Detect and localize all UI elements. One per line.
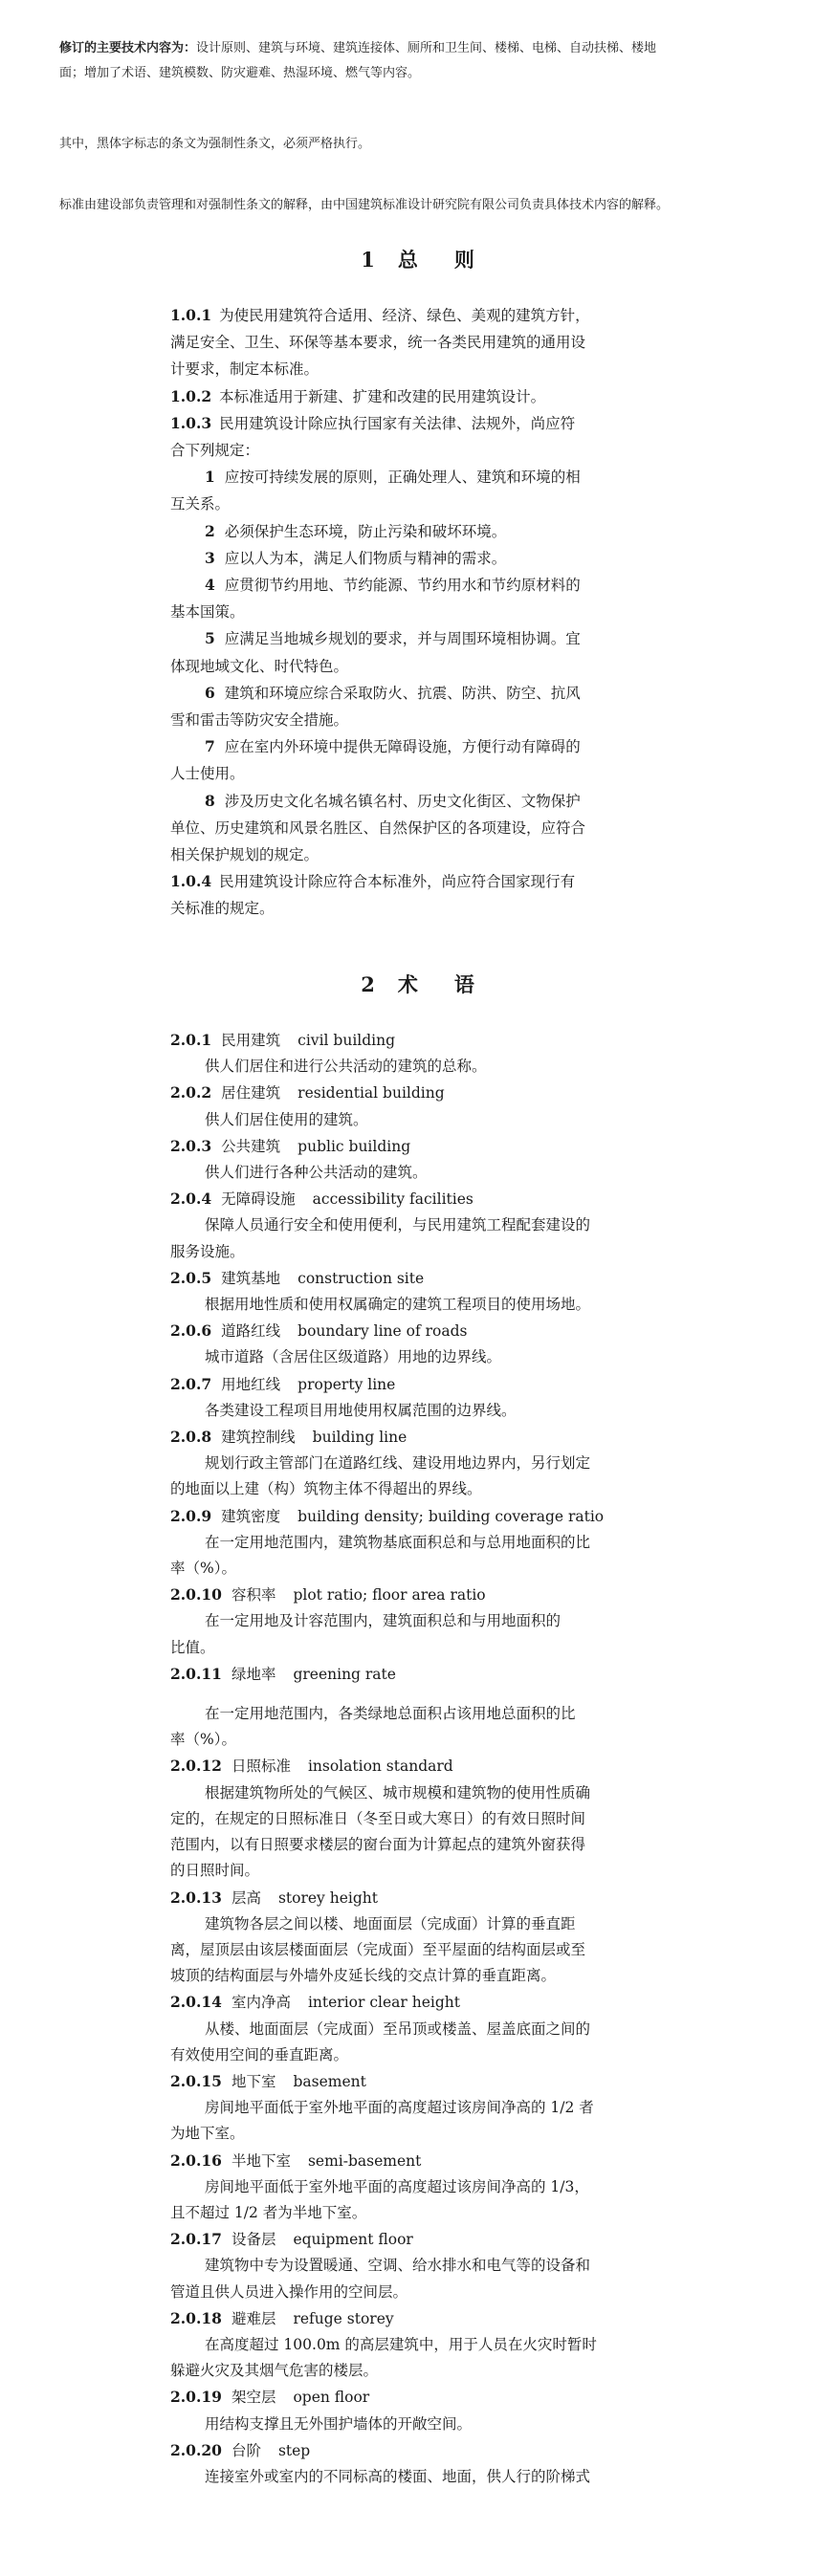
term-name: 建筑密度 xyxy=(221,1507,281,1525)
line-text: 房间地平面低于室外地平面的高度超过该房间净高的 1/2 者 xyxy=(205,2099,594,2117)
text-line xyxy=(170,895,656,922)
definition-line xyxy=(170,1292,656,1318)
clause-number: 1.0.4 xyxy=(170,872,212,891)
clause-line xyxy=(170,1885,656,1911)
chapter-2-title-second: 语 xyxy=(453,972,476,996)
line-text: 在高度超过 100.0m 的高层建筑中，用于人员在火灾时暂时 xyxy=(205,2335,597,2353)
item-line xyxy=(170,733,656,760)
line-text: 躲避火灾及其烟气危害的楼层。 xyxy=(170,2362,379,2380)
revision-text-continued: 面；增加了术语、建筑模数、防灾避难、热湿环境、燃气等内容。 xyxy=(59,66,421,80)
term-english: property line xyxy=(297,1375,396,1393)
line-text: 在一定用地及计容范围内，建筑面积总和与用地面积的 xyxy=(205,1612,562,1630)
line-text: 率（%）。 xyxy=(170,1560,236,1578)
line-text: 应以人为本，满足人们物质与精神的需求。 xyxy=(224,549,507,567)
text-line xyxy=(170,1806,656,1832)
item-number: 7 xyxy=(205,737,215,756)
clause-number: 2.0.7 xyxy=(170,1374,212,1393)
clause-number: 2.0.14 xyxy=(170,1993,222,2012)
term-name: 绿地率 xyxy=(231,1665,276,1683)
chapter-2-title-first: 术 xyxy=(397,972,420,996)
text-line xyxy=(170,1937,656,1963)
clause-line xyxy=(170,302,656,329)
clause-number: 2.0.6 xyxy=(170,1321,212,1341)
item-line xyxy=(170,464,656,491)
term-name: 用地红线 xyxy=(221,1375,281,1393)
clause-number: 2.0.19 xyxy=(170,2388,222,2407)
line-text: 率（%）。 xyxy=(170,1731,236,1749)
chapter-2-number: 2 xyxy=(361,972,377,996)
clause-line xyxy=(170,1753,656,1779)
definition-line xyxy=(170,1398,656,1424)
clause-number: 2.0.11 xyxy=(170,1664,222,1683)
text-line xyxy=(170,2042,656,2068)
clause-line xyxy=(170,1186,656,1212)
clause-number: 2.0.3 xyxy=(170,1136,212,1155)
text-line xyxy=(170,1963,656,1989)
line-text: 建筑和环境应综合采取防火、抗震、防洪、防空、抗风 xyxy=(224,684,581,702)
definition-line xyxy=(170,1451,656,1476)
text-line xyxy=(170,760,656,787)
item-line xyxy=(170,680,656,707)
text-line xyxy=(170,437,656,464)
text-line xyxy=(170,356,656,382)
item-number: 1 xyxy=(205,468,215,487)
text-line xyxy=(170,1635,656,1661)
clause-line xyxy=(170,2305,656,2332)
clause-number: 2.0.13 xyxy=(170,1888,222,1907)
term-name: 层高 xyxy=(231,1888,261,1907)
clause-line xyxy=(170,2226,656,2253)
item-number: 2 xyxy=(205,521,215,540)
item-number: 8 xyxy=(205,791,215,810)
chapter-1-title-first: 总 xyxy=(397,248,420,272)
line-text: 比值。 xyxy=(170,1638,215,1656)
term-name: 室内净高 xyxy=(231,1994,291,2012)
term-name: 架空层 xyxy=(231,2389,276,2407)
text-line xyxy=(170,841,656,868)
definition-line xyxy=(170,2095,656,2121)
line-text: 范围内，以有日照要求楼层的窗台面为计算起点的建筑外窗获得 xyxy=(170,1836,586,1854)
line-text: 有效使用空间的垂直距离。 xyxy=(170,2045,349,2063)
term-english: greening rate xyxy=(293,1665,396,1683)
line-text: 本标准适用于新建、扩建和改建的民用建筑设计。 xyxy=(219,387,546,405)
text-line xyxy=(170,2200,656,2226)
term-name: 日照标准 xyxy=(231,1757,291,1776)
term-english: building density; building coverage ratio xyxy=(297,1507,605,1525)
line-text: 人士使用。 xyxy=(170,765,245,783)
definition-line xyxy=(170,1054,656,1080)
term-name: 半地下室 xyxy=(231,2151,291,2170)
line-text: 基本国策。 xyxy=(170,603,245,622)
clause-number: 2.0.10 xyxy=(170,1585,222,1605)
line-text: 供人们进行各种公共活动的建筑。 xyxy=(205,1164,428,1182)
clause-number: 2.0.16 xyxy=(170,2150,222,2170)
clause-number: 2.0.1 xyxy=(170,1031,212,1049)
chapter-2-heading xyxy=(0,970,837,998)
definition-line xyxy=(170,1160,656,1186)
chapter-1-heading xyxy=(0,245,837,273)
administration-note: 标准由建设部负责管理和对强制性条文的解释，由中国建筑标准设计研究院有限公司负责具体技术内容的解释。 xyxy=(59,198,670,212)
text-line xyxy=(170,1556,656,1582)
text-line xyxy=(170,1858,656,1884)
clause-line xyxy=(170,2148,656,2174)
term-english: construction site xyxy=(297,1269,425,1287)
item-number: 4 xyxy=(205,576,215,595)
term-english: basement xyxy=(293,2072,366,2090)
revision-text: 设计原则、建筑与环境、建筑连接体、厕所和卫生间、楼梯、电梯、自动扶梯、楼地 xyxy=(196,41,657,55)
clause-line xyxy=(170,1133,656,1160)
line-text: 定的，在规定的日照标准日（冬至日或大寒日）的有效日照时间 xyxy=(170,1809,586,1827)
clause-number: 2.0.12 xyxy=(170,1757,222,1776)
clause-number: 2.0.15 xyxy=(170,2071,222,2090)
clause-number: 2.0.8 xyxy=(170,1428,212,1447)
term-name: 公共建筑 xyxy=(221,1137,281,1155)
term-name: 避难层 xyxy=(231,2309,276,2327)
line-text: 房间地平面低于室外地平面的高度超过该房间净高的 1/3， xyxy=(205,2177,589,2195)
line-text: 管道且供人员进入操作用的空间层。 xyxy=(170,2282,408,2301)
line-text: 各类建设工程项目用地使用权属范围的边界线。 xyxy=(205,1401,517,1419)
item-number: 5 xyxy=(205,629,215,648)
term-english: equipment floor xyxy=(293,2231,413,2249)
line-text: 体现地域文化、时代特色。 xyxy=(170,657,349,675)
line-text: 为使民用建筑符合适用、经济、绿色、美观的建筑方针， xyxy=(219,307,590,324)
term-english: boundary line of roads xyxy=(297,1322,468,1341)
definition-line xyxy=(170,1780,656,1806)
line-text: 应满足当地城乡规划的要求，并与周围环境相协调。宜 xyxy=(224,630,581,648)
clause-number: 1.0.1 xyxy=(170,306,212,324)
clause-number: 1.0.3 xyxy=(170,413,212,432)
definition-line xyxy=(170,1212,656,1238)
clause-line xyxy=(170,1371,656,1398)
term-name: 台阶 xyxy=(231,2441,261,2459)
text-line xyxy=(170,1239,656,1265)
line-text: 供人们居住使用的建筑。 xyxy=(205,1110,368,1128)
term-name: 居住建筑 xyxy=(221,1084,281,1102)
clause-line xyxy=(170,1424,656,1451)
item-number: 6 xyxy=(205,683,215,702)
term-english: plot ratio; floor area ratio xyxy=(293,1586,486,1605)
term-english: residential building xyxy=(297,1084,445,1102)
clause-line xyxy=(170,1265,656,1292)
clause-number: 2.0.9 xyxy=(170,1506,212,1525)
term-name: 建筑控制线 xyxy=(221,1429,296,1447)
revision-label: 修订的主要技术内容为： xyxy=(59,41,197,55)
item-line xyxy=(170,788,656,815)
clause-number: 2.0.5 xyxy=(170,1268,212,1287)
term-english: insolation standard xyxy=(307,1757,453,1776)
line-text: 建筑物中专为设置暖通、空调、给水排水和电气等的设备和 xyxy=(205,2257,591,2275)
term-english: open floor xyxy=(293,2389,370,2407)
term-english: semi-basement xyxy=(307,2151,422,2170)
clause-line xyxy=(170,868,656,895)
line-text: 满足安全、卫生、环保等基本要求，统一各类民用建筑的通用设 xyxy=(170,334,586,352)
definition-line xyxy=(170,2174,656,2200)
line-text: 从楼、地面面层（完成面）至吊顶或楼盖、屋盖底面之间的 xyxy=(205,2019,591,2038)
item-line xyxy=(170,625,656,652)
definition-line xyxy=(170,2412,656,2437)
line-text: 相关保护规划的规定。 xyxy=(170,846,319,864)
line-text: 涉及历史文化名城名镇名村、历史文化街区、文物保护 xyxy=(224,792,581,810)
line-text: 为地下室。 xyxy=(170,2125,245,2143)
clause-line xyxy=(170,1989,656,2016)
term-english: refuge storey xyxy=(293,2309,394,2327)
term-english: civil building xyxy=(297,1032,396,1049)
clause-number: 1.0.2 xyxy=(170,386,212,405)
term-english: accessibility facilities xyxy=(312,1190,474,1209)
definition-line xyxy=(170,2332,656,2358)
chapter-2-body xyxy=(170,1027,656,2490)
term-name: 地下室 xyxy=(231,2072,276,2090)
clause-line xyxy=(170,383,656,410)
clause-line xyxy=(170,1661,656,1688)
line-text: 雪和雷击等防灾安全措施。 xyxy=(170,711,349,730)
chapter-1-body xyxy=(170,302,656,923)
line-text: 在一定用地范围内，建筑物基底面积总和与总用地面积的比 xyxy=(205,1533,591,1551)
definition-line xyxy=(170,1530,656,1556)
clause-line xyxy=(170,1080,656,1106)
definition-line xyxy=(170,2464,656,2490)
line-text: 用结构支撑且无外围护墙体的开敞空间。 xyxy=(205,2414,473,2433)
line-text: 建筑物各层之间以楼、地面面层（完成面）计算的垂直距 xyxy=(205,1914,576,1932)
text-line xyxy=(170,491,656,517)
line-text: 互关系。 xyxy=(170,495,231,513)
text-line xyxy=(170,2358,656,2384)
definition-line xyxy=(170,2253,656,2279)
revision-paragraph xyxy=(59,36,786,86)
line-text: 必须保护生态环境，防止污染和破坏环境。 xyxy=(224,522,507,540)
definition-line xyxy=(170,1911,656,1937)
clause-line xyxy=(170,1318,656,1344)
line-text: 民用建筑设计除应符合本标准外，尚应符合国家现行有 xyxy=(219,873,576,891)
item-line xyxy=(170,545,656,572)
clause-line xyxy=(170,1027,656,1054)
term-english: step xyxy=(277,2441,311,2459)
item-number: 3 xyxy=(205,548,215,567)
line-text: 供人们居住和进行公共活动的建筑的总称。 xyxy=(205,1058,487,1076)
text-line xyxy=(170,599,656,625)
paragraph-gap xyxy=(170,1688,656,1701)
term-name: 道路红线 xyxy=(221,1322,281,1341)
text-line xyxy=(170,1727,656,1753)
line-text: 离，屋顶层由该层楼面面层（完成面）至平屋面的结构面层或至 xyxy=(170,1940,586,1958)
line-text: 根据用地性质和使用权属确定的建筑工程项目的使用场地。 xyxy=(205,1296,591,1314)
text-line xyxy=(170,815,656,841)
text-line xyxy=(170,653,656,680)
clause-line xyxy=(170,1503,656,1530)
definition-line xyxy=(170,1701,656,1727)
term-english: storey height xyxy=(277,1888,378,1907)
line-text: 单位、历史建筑和风景名胜区、自然保护区的各项建设，应符合 xyxy=(170,819,586,837)
text-line xyxy=(170,1832,656,1858)
line-text: 民用建筑设计除应执行国家有关法律、法规外，尚应符 xyxy=(219,414,576,432)
term-name: 无障碍设施 xyxy=(221,1190,296,1209)
line-text: 应在室内外环境中提供无障碍设施，方便行动有障碍的 xyxy=(224,738,581,756)
line-text: 坡顶的结构面层与外墙外皮延长线的交点计算的垂直距离。 xyxy=(170,1967,557,1985)
clause-line xyxy=(170,1582,656,1608)
clause-line xyxy=(170,410,656,437)
chapter-1-title-second: 则 xyxy=(453,248,476,272)
term-name: 建筑基地 xyxy=(221,1269,281,1287)
clause-number: 2.0.18 xyxy=(170,2308,222,2327)
line-text: 在一定用地范围内，各类绿地总面积占该用地总面积的比 xyxy=(205,1705,576,1723)
definition-line xyxy=(170,1608,656,1634)
line-text: 应按可持续发展的原则，正确处理人、建筑和环境的相 xyxy=(224,469,581,487)
chapter-1-number: 1 xyxy=(361,248,377,272)
line-text: 的日照时间。 xyxy=(170,1862,260,1880)
term-english: building line xyxy=(312,1429,407,1447)
definition-line xyxy=(170,2017,656,2042)
definition-line xyxy=(170,1107,656,1133)
text-line xyxy=(170,2280,656,2305)
clause-number: 2.0.17 xyxy=(170,2230,222,2249)
line-text: 城市道路（含居住区级道路）用地的边界线。 xyxy=(205,1348,502,1366)
clause-number: 2.0.4 xyxy=(170,1190,212,1209)
clause-number: 2.0.20 xyxy=(170,2440,222,2459)
term-name: 容积率 xyxy=(231,1586,276,1605)
item-line xyxy=(170,518,656,545)
mandatory-note: 其中，黑体字标志的条文为强制性条文，必须严格执行。 xyxy=(59,137,371,151)
clause-line xyxy=(170,2068,656,2095)
line-text: 关标准的规定。 xyxy=(170,900,275,918)
line-text: 连接室外或室内的不同标高的楼面、地面，供人行的阶梯式 xyxy=(205,2467,591,2485)
line-text: 根据建筑物所处的气候区、城市规模和建筑物的使用性质确 xyxy=(205,1783,591,1801)
clause-line xyxy=(170,2437,656,2464)
line-text: 应贯彻节约用地、节约能源、节约用水和节约原材料的 xyxy=(224,577,581,595)
text-line xyxy=(170,329,656,356)
definition-line xyxy=(170,1344,656,1370)
clause-line xyxy=(170,2384,656,2411)
clause-number: 2.0.2 xyxy=(170,1083,212,1102)
text-line xyxy=(170,707,656,733)
line-text: 保障人员通行安全和使用便利，与民用建筑工程配套建设的 xyxy=(205,1216,591,1234)
term-name: 民用建筑 xyxy=(221,1032,281,1049)
line-text: 计要求，制定本标准。 xyxy=(170,360,319,379)
line-text: 且不超过 1/2 者为半地下室。 xyxy=(170,2203,367,2221)
text-line xyxy=(170,1476,656,1502)
line-text: 合下列规定： xyxy=(170,442,260,460)
line-text: 规划行政主管部门在道路红线、建设用地边界内，另行划定 xyxy=(205,1454,591,1473)
term-english: interior clear height xyxy=(307,1994,460,2012)
line-text: 服务设施。 xyxy=(170,1242,245,1260)
line-text: 的地面以上建（构）筑物主体不得超出的界线。 xyxy=(170,1480,482,1498)
item-line xyxy=(170,572,656,599)
term-name: 设备层 xyxy=(231,2231,276,2249)
text-line xyxy=(170,2121,656,2147)
term-english: public building xyxy=(297,1137,411,1155)
